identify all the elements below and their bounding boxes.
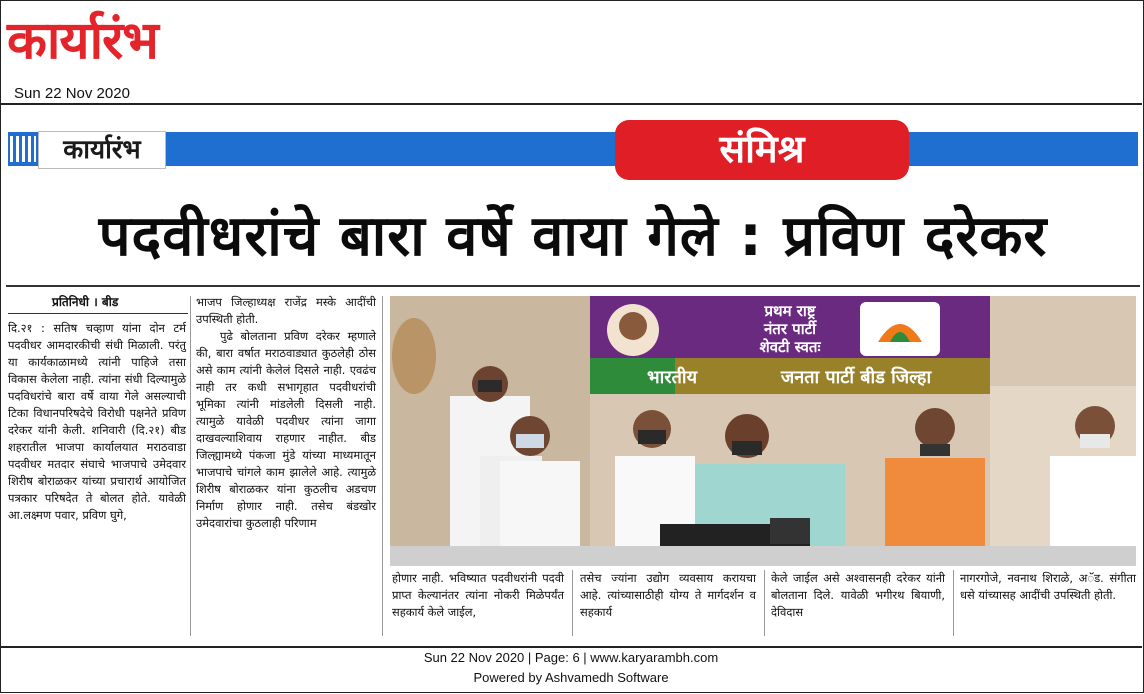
section-bar	[8, 132, 1138, 166]
paragraph: होणार नाही. भविष्यात पदवीधरांनी पदवी प्राप्त केल्यानंतर त्यांना नोकरी मिळेपर्यंत सहकार्य केले जाईल,	[392, 571, 564, 619]
article-column-6	[960, 570, 1136, 604]
masthead	[1, 1, 1142, 105]
section-tag: संमिश्र	[615, 120, 909, 180]
headline-rule	[6, 285, 1140, 287]
banner-line-3: शेवटी स्वतः	[759, 338, 821, 356]
section-logo: कार्यारंभ	[38, 131, 166, 169]
article-clipping	[6, 115, 1140, 647]
paragraph: पुढे बोलताना प्रविण दरेकर म्हणाले की, बारा वर्षात मराठवाड्यात कुठलेही ठोस असे काम त्यांनी केलेलं दिसले नाही. एवढंच नाही तर कधी सभागृहात पदवीधरांची भूमिका त्यांनी मांडलेली दिसली नाही. त्यामुळे यावेळी पदवीधर त्यांना जागा दाखवल्याशिवाय राहणार नाहीत. बीड जिल्ह्यामध्ये पंकजा मुंडे यांच्या माध्यमातून भाजपाचे चांगले काम झालेले आहे. त्यामुळे शिरीष बोराळकर यांना कुठलीच अडचण निर्माण होणार नाही. तसेच बंडखोर उमेदवारांचा कुठलाही परिणाम	[196, 329, 376, 530]
article-column-1	[8, 320, 186, 524]
footer-edition-info[interactable]: Sun 22 Nov 2020 | Page: 6 | www.karyarambh.com	[423, 650, 719, 665]
banner-line-2: नंतर पार्टी	[763, 320, 817, 338]
article-column-2	[196, 294, 376, 532]
paragraph: नागरगोजे, नवनाथ शिराळे, अॅड. संगीता धसे यांच्यासह आदींची उपस्थिती होती.	[960, 571, 1136, 602]
article-column-3	[392, 570, 564, 621]
dateline: प्रतिनिधी । बीड	[52, 295, 119, 309]
headline: पदवीधरांचे बारा वर्षे वाया गेले : प्रविण दरेकर	[98, 204, 1048, 269]
site-logo[interactable]: कार्यारंभ	[7, 11, 158, 71]
banner-strip-a: भारतीय	[646, 367, 698, 388]
paragraph: भाजप जिल्हाध्यक्ष राजेंद्र मस्के आदींची उपस्थिती होती.	[196, 295, 376, 326]
dateline-rule	[8, 313, 188, 314]
paragraph: तसेच ज्यांना उद्योग व्यवसाय करायचा आहे. त्यांच्यासाठीही योग्य ते मार्गदर्शन व सहकार्य	[580, 571, 756, 619]
column-separator	[190, 296, 191, 636]
paragraph: केले जाईल असे अश्वासनही दरेकर यांनी बोलताना दिले. यावेळी भगीरथ बियाणी, देविदास	[771, 571, 945, 619]
press-conference-photo	[390, 296, 1136, 566]
column-separator	[764, 570, 765, 636]
article-column-5	[771, 570, 945, 621]
banner-strip-b: जनता पार्टी बीड जिल्हा	[780, 367, 932, 388]
banner-line-1: प्रथम राष्ट्र	[764, 302, 816, 320]
paragraph: दि.२१ : सतिष चव्हाण यांना दोन टर्म पदवीधर आमदारकीची संधी मिळाली. परंतु या कार्यकाळामध्ये त्यांनी पाहिजे तसा विकास केलेला नाही. त्यांना संधी दिल्यामुळे पदविधरांचे बारा वर्षे वाया गेले असल्याची टिका विधानपरिषदेचे विरोधी पक्षनेते प्रविण दरेकर यांनी केली. शनिवारी (दि.२१) बीड शहरातील भाजपा कार्यालयात मराठवाडा पदवीधर मतदार संघाचे भाजपाचे उमेदवार शिरीष बोराळकर यांच्या प्रचारार्थ आयोजित पत्रकार परिषदेत ते बोलत होते. यावेळी आ.लक्ष्मण पवार, प्रविण घुगे,	[8, 321, 186, 522]
column-separator	[382, 296, 383, 636]
footer-powered-by: Powered by Ashvamedh Software	[473, 670, 669, 685]
page-footer	[0, 646, 1142, 694]
column-separator	[572, 570, 573, 636]
column-separator	[953, 570, 954, 636]
edition-date: Sun 22 Nov 2020	[14, 85, 130, 102]
section-stripes	[10, 136, 36, 162]
article-column-4	[580, 570, 756, 621]
